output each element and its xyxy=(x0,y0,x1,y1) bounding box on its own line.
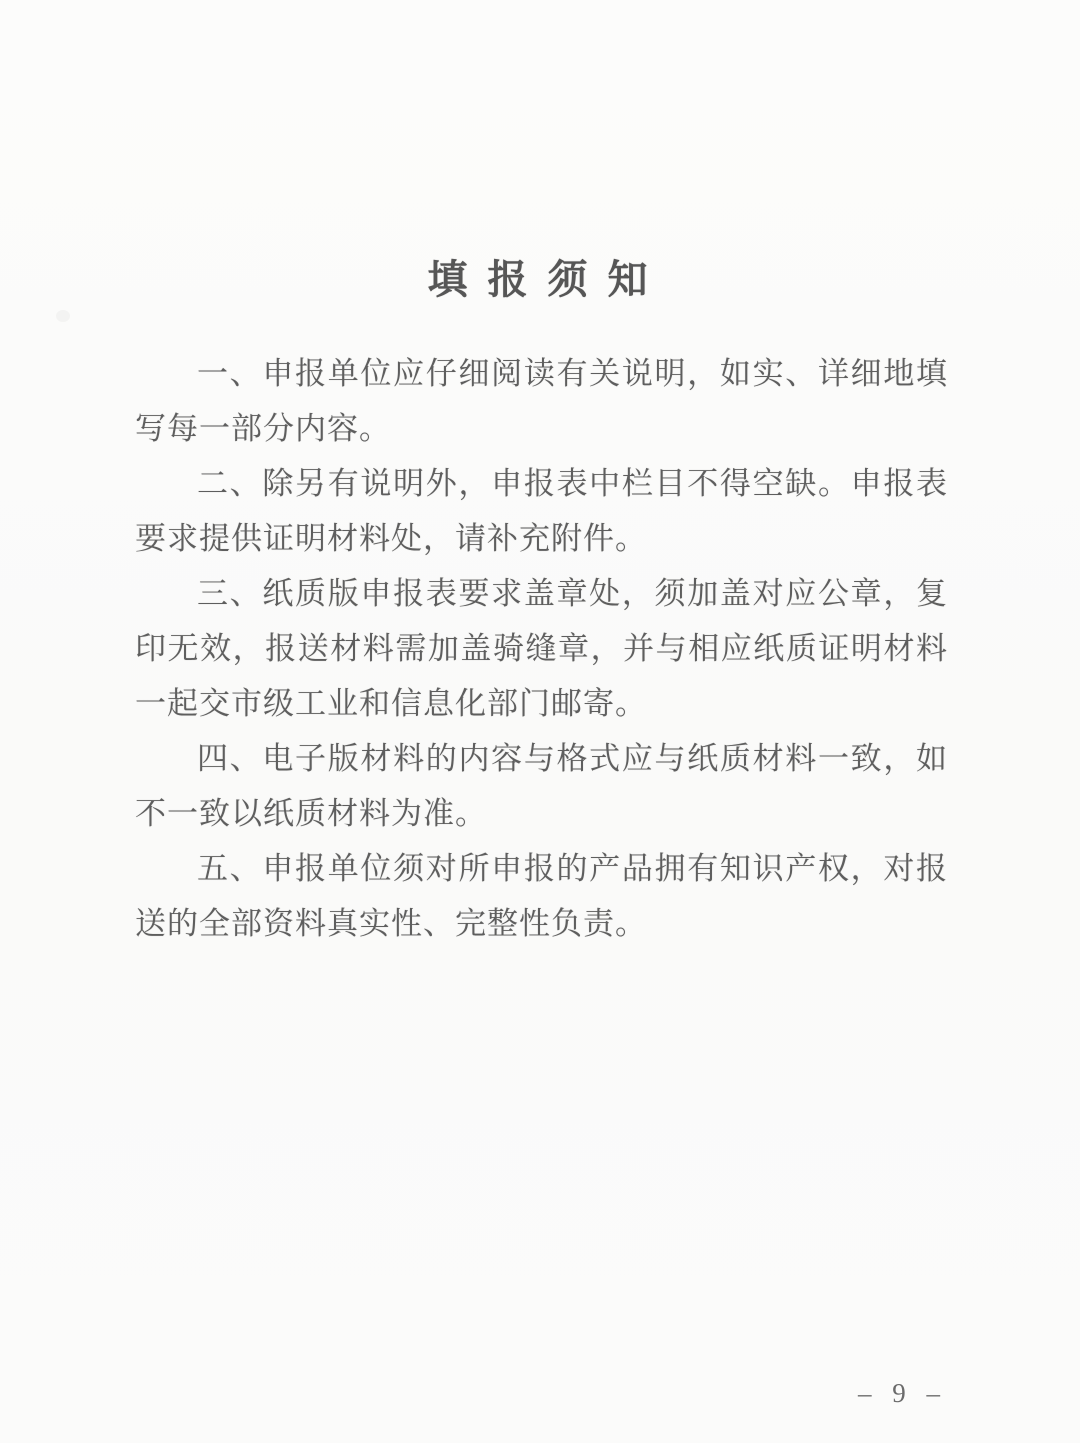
page-title: 填 报 须 知 xyxy=(427,257,653,302)
paragraph-4: 四、电子版材料的内容与格式应与纸质材料一致，如不一致以纸质材料为准。 xyxy=(135,741,948,831)
paragraph-1: 一、申报单位应仔细阅读有关说明，如实、详细地填写每一部分内容。 xyxy=(135,356,948,446)
paragraph-3: 三、纸质版申报表要求盖章处，须加盖对应公章，复印无效，报送材料需加盖骑缝章，并与相应纸质证明材料一起交市级工业和信息化部门邮寄。 xyxy=(135,576,948,721)
scan-artifact xyxy=(56,310,70,322)
document-body xyxy=(135,346,948,951)
paragraph-5: 五、申报单位须对所申报的产品拥有知识产权，对报送的全部资料真实性、完整性负责。 xyxy=(135,851,948,941)
paragraph-2: 二、除另有说明外，申报表中栏目不得空缺。申报表要求提供证明材料处，请补充附件。 xyxy=(135,466,948,556)
page-number: – 9 – xyxy=(858,1378,947,1408)
